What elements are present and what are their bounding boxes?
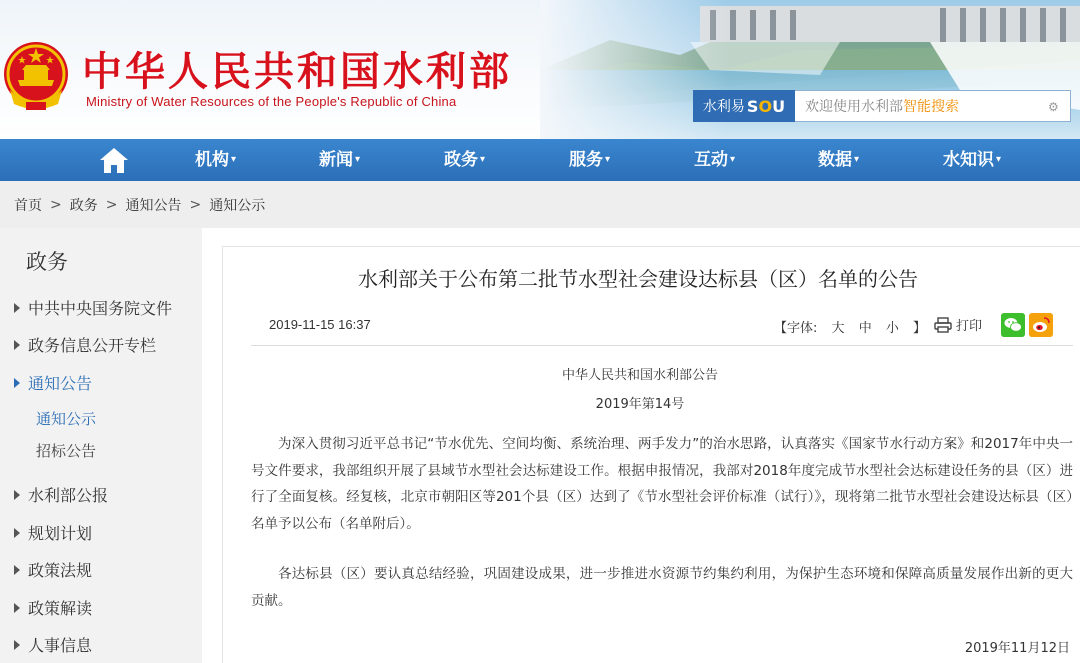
article-paragraph: 各达标县（区）要认真总结经验，巩固建设成果，进一步推进水资源节约集约利用，为保护生态环境和保障高质量发展作出新的更大贡献。 — [251, 566, 1073, 609]
site-title[interactable]: 中华人民共和国水利部 — [82, 48, 512, 95]
article-sign-date: 2019年11月12日 — [964, 641, 1070, 656]
sidebar-item-fagui[interactable]: 政策法规 — [14, 558, 92, 581]
font-size-controls — [774, 317, 936, 336]
article-paragraph: 为深入贯彻习近平总书记“节水优先、空间均衡、系统治理、两手发力”的治水思路，认真落实《国家节水行动方案》和2017年中央一号文件要求，我部组织开展了县域节水型社会达标建设工作。根据申报情况，我部对2018年度完成节水型社会达标建设任务的县（区）进行了全面复核。经复核，北京市朝阳区等201个县（区）达到了《节水型社会评价标准（试行）》，现将第二批节水型社会建设达标县（区）名单予以公布（名单附后）。 — [251, 436, 1073, 532]
sidebar-item-gongbao[interactable]: 水利部公报 — [14, 483, 108, 506]
triangle-right-icon — [14, 565, 20, 575]
breadcrumb-item-zhengwu[interactable]: 政务 — [69, 197, 98, 214]
sidebar-subitem-zhaobiao[interactable]: 招标公告 — [36, 442, 97, 460]
notice-number: 2019年第14号 — [595, 397, 685, 412]
font-size-label: 【字体: — [774, 321, 818, 336]
breadcrumb-separator: > — [189, 196, 202, 213]
breadcrumb-item-tongzhigonggao[interactable]: 通知公告 — [125, 197, 182, 214]
printer-icon — [934, 317, 952, 333]
search-brand-sou: SOU — [746, 96, 786, 116]
breadcrumb-separator: > — [50, 196, 62, 213]
breadcrumb-separator: > — [105, 196, 118, 213]
print-button[interactable] — [934, 315, 982, 334]
nav-item-jigou[interactable]: 机构 ▾ — [195, 150, 237, 170]
nav-item-shuizhishi[interactable]: 水知识 ▾ — [943, 150, 1002, 170]
font-size-medium-button[interactable]: 中 — [858, 321, 872, 336]
search-brand-logo — [693, 90, 795, 122]
sidebar-item-guihua[interactable]: 规划计划 — [14, 521, 92, 544]
breadcrumb-item-home[interactable]: 首页 — [14, 197, 42, 214]
home-icon[interactable] — [98, 145, 130, 175]
sidebar-item-jiedu[interactable]: 政策解读 — [14, 596, 92, 619]
article-title: 水利部关于公布第二批节水型社会建设达标县（区）名单的公告 — [358, 267, 918, 291]
nav-item-fuwu[interactable]: 服务 ▾ — [569, 150, 611, 170]
gear-icon[interactable]: ⚙ — [1048, 100, 1059, 114]
sidebar-item-tongzhigonggao[interactable]: 通知公告 — [14, 371, 92, 394]
meta-divider — [251, 345, 1073, 346]
search-input[interactable] — [795, 90, 1071, 122]
triangle-right-icon — [14, 640, 20, 650]
triangle-right-icon — [14, 603, 20, 613]
triangle-right-icon — [14, 303, 20, 313]
search-placeholder-highlight: 智能搜索 — [903, 99, 959, 115]
triangle-right-icon — [14, 378, 20, 388]
notice-issuer: 中华人民共和国水利部公告 — [561, 368, 718, 383]
sidebar-subitem-tongzhigongshi[interactable]: 通知公示 — [36, 410, 97, 428]
sidebar-item-zhonggong[interactable]: 中共中央国务院文件 — [14, 296, 172, 319]
search-bar — [693, 90, 1071, 122]
sidebar — [0, 228, 202, 663]
breadcrumb-item-tongzhigongshi[interactable]: 通知公示 — [209, 197, 266, 214]
nav-item-xinwen[interactable]: 新闻 ▾ — [319, 150, 361, 170]
nav-item-shuju[interactable]: 数据 ▾ — [818, 150, 860, 170]
font-size-close-bracket: 】 — [913, 321, 927, 336]
weibo-share-icon[interactable] — [1029, 313, 1053, 337]
font-size-small-button[interactable]: 小 — [885, 321, 899, 336]
search-brand-text: 水利易 — [702, 99, 745, 115]
wechat-share-icon[interactable] — [1001, 313, 1025, 337]
site-subtitle: Ministry of Water Resources of the People's Republic of China — [86, 94, 457, 109]
sidebar-title: 政务 — [26, 250, 68, 274]
article — [222, 246, 1080, 663]
font-size-large-button[interactable]: 大 — [831, 321, 845, 336]
article-date: 2019-11-15 16:37 — [269, 317, 371, 332]
breadcrumb — [0, 181, 1080, 228]
sidebar-item-gongkai[interactable]: 政务信息公开专栏 — [14, 333, 156, 356]
search-placeholder-prefix: 欢迎使用水利部 — [805, 99, 903, 115]
print-label: 打印 — [956, 319, 983, 334]
site-header — [0, 0, 1080, 139]
main-navigation — [0, 139, 1080, 181]
triangle-right-icon — [14, 528, 20, 538]
triangle-right-icon — [14, 490, 20, 500]
sidebar-item-renshi[interactable]: 人事信息 — [14, 633, 92, 656]
nav-item-zhengwu[interactable]: 政务 ▾ — [444, 150, 486, 170]
nav-item-hudong[interactable]: 互动 ▾ — [694, 150, 736, 170]
triangle-right-icon — [14, 340, 20, 350]
national-emblem-icon — [2, 40, 70, 112]
